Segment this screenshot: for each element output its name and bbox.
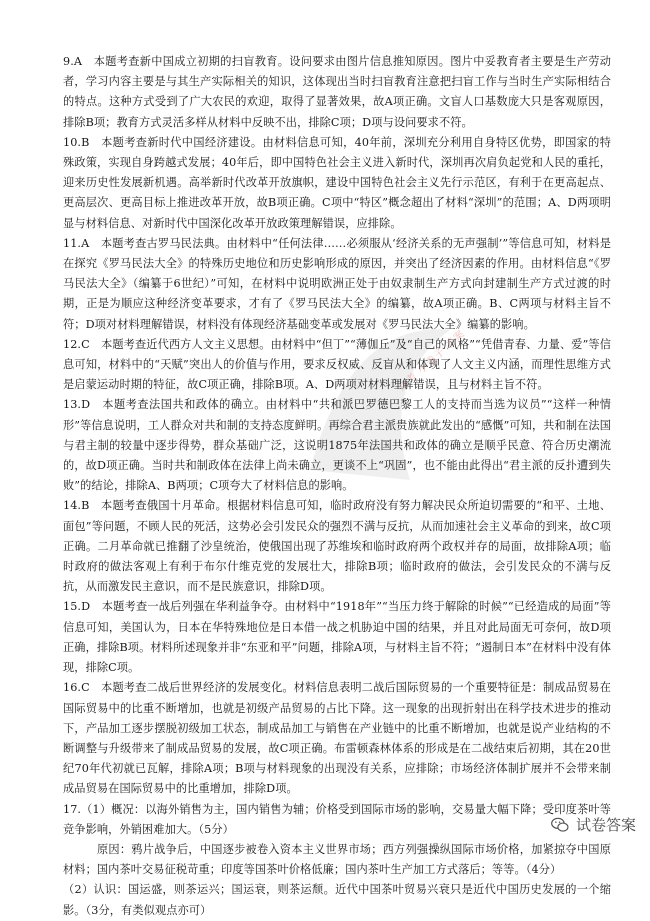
answer-item-12: 12.C 本题考查近代西方人文主义思想。由材料中“但丁”“薄伽丘”及“自己的风格”“凭借青春、力量、爱”等信息可知，材料中的“天赋”突出人的价值与作用，要求反权威、反盲从和体现了人文主义内涵，而理性思维方式是启蒙运动时期的特征，故C项正确，排除B项。A、D两项对材料理解错误，且与材料主旨不符。 [63, 337, 611, 392]
answer-item-15: 15.D 本题考查一战后列强在华利益争夺。由材料中“1918年”“当压力终于解除的时候”“已经造成的局面”等信息可知，美国认为，日本在华特殊地位是日本借一战之机胁迫中国的结果，并且对此局面无可奈何，故D项正确，排除B项。材料所述现象并非“东亚和平”问题，排除A项，与材料主旨不符；“遏制日本”在材料中没有体现，排除C项。 [63, 600, 611, 675]
answer-item-17-reason [63, 840, 611, 880]
answer-item-11: 11.A 本题考查古罗马民法典。由材料中“任何法律……必须服从‘经济关系的无声强制’”等信息可知，材料是在探究《罗马民法大全》的特殊历史地位和历史影响形成的原因，并突出了经济因素的作用。由材料信息“《罗马民法大全》（编纂于6世纪）”可知，在材料中说明欧洲正处于由奴隶制生产方式向封建制生产方式过渡的时期，正是为顺应这种经济变革要求，才有了《罗马民法大全》的编纂，故A项正确。B、C两项与材料主旨不符；D项对材料理解错误，材料没有体现经济基础变革或发展对《罗马民法大全》编纂的影响。 [63, 236, 611, 331]
q17-reason-score: （4分） [525, 863, 562, 877]
answer-item-14: 14.B 本题考查俄国十月革命。根据材料信息可知，临时政府没有努力解决民众所迫切需要的“和平、土地、面包”等问题，不顾人民的死活，这势必会引发民众的强烈不满与反抗，从而加速社会主义革命的到来，故C项正确。二月革命就已推翻了沙皇统治，使俄国出现了苏维埃和临时政府两个政权并存的局面，故排除A项；临时政府的做法客观上有利于布尔什维克党的发展壮大，排除B项；临时政府的做法，会引发民众的不满与反抗，从而激发民主意识，而不是民族意识，排除D项。 [63, 499, 611, 594]
answer-item-16: 16.C 本题考查二战后世界经济的发展变化。材料信息表明二战后国际贸易的一个重要特征是：制成品贸易在国际贸易中的比重不断增加，也就是初级产品贸易的占比下降。这一现象的出现折射出在科学技术进步的推动下，产品加工逐步摆脱初级加工状态，制成品加工与销售在产业链中的比重不断增加，也就是说产业结构的不断调整与升级带来了制成品贸易的发展，故C项正确。布雷顿森林体系的形成是在二战结束后初期，其在20世纪70年代初就已瓦解，排除A项；B项与材料现象的出现没有关系，应排除；市场经济体制扩展并不会带来制成品贸易在国际贸易中的比重增加，排除D项。 [63, 681, 611, 796]
q17-reason-text: 原因：鸦片战争后，中国逐步被卷入资本主义世界市场；西方列强操纵国际市场价格，加紧掠夺中国原材料；国内茶叶交易征税苛重；印度等国茶叶价格低廉；国内茶叶生产加工方式落后；等等。 [63, 842, 611, 877]
q17-part2-score: （3分，有类似观点亦可） [85, 903, 212, 917]
answer-item-13: 13.D 本题考查法国共和政体的确立。由材料中“共和派巴罗德巴黎工人的支持而当选为议员”“这样一种情形”等信息说明，工人群众对共和制的支持态度鲜明。再综合君主派贵族就此发出的“感慨”可知，共和制在法国与君主制的较量中逐步得势，群众基础广泛，这说明1875年法国共和政体的确立是顺乎民意、符合历史潮流的，故D项正确。当时共和制政体在法律上尚未确立，更谈不上“巩固”，也不能由此得出“君主派的反扑遭到失败”的结论，排除A、B两项；C项夸大了材料信息的影响。 [63, 398, 611, 493]
q17-part1-score: （5分） [198, 822, 234, 836]
answer-item-9: 9.A 本题考查新中国成立初期的扫盲教育。设问要求由图片信息推知原因。图片中妥教育者主要是生产劳动者，学习内容主要是与其生产实际相关的知识，这体现出当时扫盲教育注意把扫盲工作与当时生产实际相结合的特点。这种方式受到了广大农民的欢迎，取得了显著效果，故A项正确。文盲人口基数庞大只是客观原因，排除B项；教育方式灵活多样从材料中反映不出，排除C项；D项与设问要求不符。 [63, 55, 611, 129]
answer-item-17-part1 [63, 800, 611, 840]
answer-item-10: 10.B 本题考查新时代中国经济建设。由材料信息可知，40年前，深圳充分利用自身特区优势，即国家的特殊政策，实现自身跨越式发展；40年后，即中国特色社会主义进入新时代，深圳再次肩负起党和人民的重托，迎来历史性发展新机遇。高举新时代改革开放旗帜，建设中国特色社会主义先行示范区，有利于在更高起点、更高层次、更高目标上推进改革开放，故B项正确。C项中“特区”概念超出了材料“深圳”的范围；A、D两项明显与材料信息、对新时代中国深化改革开放政策理解错误，应排除。 [63, 135, 611, 230]
answer-item-17-part2 [63, 880, 611, 920]
brand-name: 试卷答案 [575, 816, 636, 834]
brand-badge [550, 814, 636, 835]
wechat-icon [550, 815, 570, 835]
answer-content [63, 52, 611, 921]
q17-part1-text: 17.（1）概况：以海外销售为主，国内销售为辅；价格受到国际市场的影响，交易量大幅下降；受印度茶叶等竞争影响，外销困难加大。 [63, 802, 611, 836]
faint-stamp: 京考 小卷子 答案 [396, 328, 468, 394]
q17-part2-text: （2）认识：国运盛，则茶运兴；国运衰，则茶运颓。近代中国茶叶贸易兴衰只是近代中国历史发展的一个缩影。 [63, 883, 611, 917]
